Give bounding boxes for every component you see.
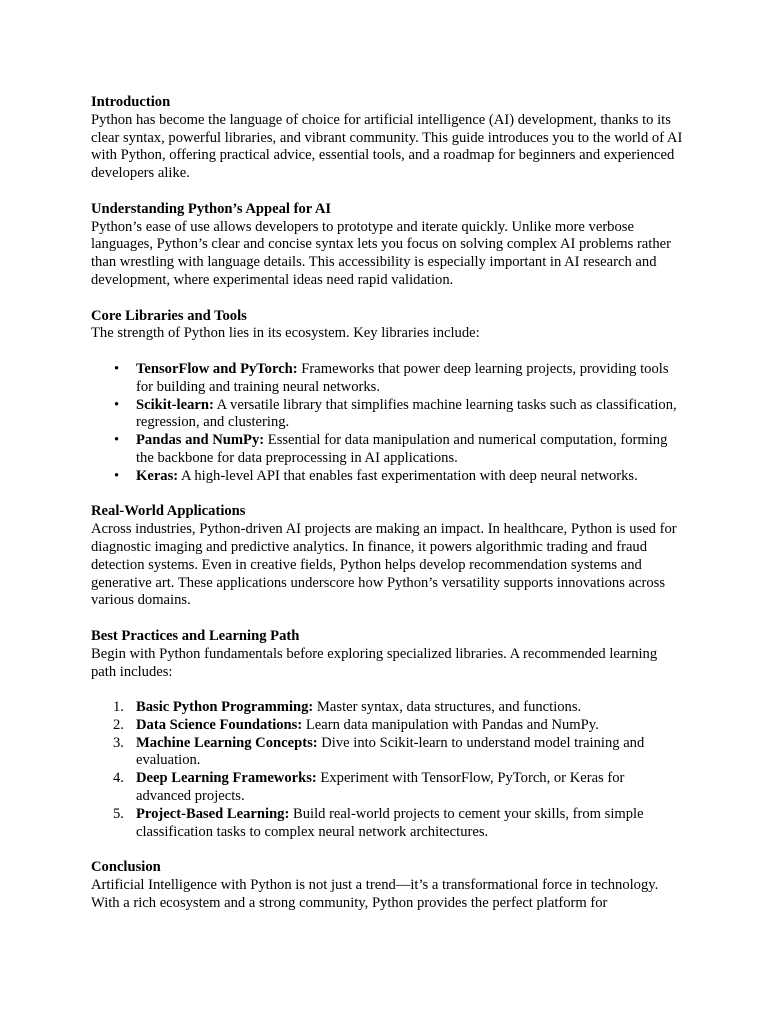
heading-core-libraries: Core Libraries and Tools bbox=[91, 307, 247, 324]
section-appeal bbox=[91, 201, 683, 290]
section-best-practices bbox=[91, 628, 683, 842]
paragraph-core-libraries: The strength of Python lies in its ecosystem. Key libraries include: bbox=[91, 325, 480, 342]
list-item-term: Machine Learning Concepts: bbox=[136, 734, 318, 751]
list-item-text: Dive into Scikit-learn to understand model training and evaluation. bbox=[136, 734, 645, 769]
list-item-term: Scikit-learn: bbox=[136, 396, 214, 413]
list-item-term: Keras: bbox=[136, 467, 179, 484]
heading-applications: Real-World Applications bbox=[91, 503, 246, 520]
paragraph-introduction: Python has become the language of choice for artificial intelligence (AI) development, thanks to its clear syntax, powerful libraries, and vibrant community. This guide introduces you to the world of AI with Python, offering practical advice, essential tools, and a roadmap for beginners and experienced developers alike. bbox=[91, 111, 683, 182]
list-item-text: Essential for data manipulation and numerical computation, forming the backbone for data preprocessing in AI applications. bbox=[136, 432, 668, 466]
learning-path-list bbox=[91, 699, 683, 841]
list-item-term: Data Science Foundations: bbox=[136, 716, 303, 733]
paragraph-conclusion: Artificial Intelligence with Python is not just a trend—it’s a transformational force in technology. With a rich ecosystem and a strong community, Python provides the perfect platform for bbox=[91, 877, 659, 911]
library-list bbox=[91, 361, 683, 486]
bullet-icon: • bbox=[114, 432, 120, 449]
list-item-term: Project-Based Learning: bbox=[136, 805, 290, 822]
section-conclusion bbox=[91, 859, 683, 912]
list-item-text: Frameworks that power deep learning projects, providing tools for building and training neural networks. bbox=[136, 360, 669, 395]
list-item-text: Learn data manipulation with Pandas and NumPy. bbox=[302, 716, 599, 733]
list-item-term: Basic Python Programming: bbox=[136, 699, 314, 716]
heading-best-practices: Best Practices and Learning Path bbox=[91, 627, 300, 644]
list-item bbox=[91, 397, 683, 433]
step-number: 5. bbox=[113, 805, 124, 822]
bullet-icon: • bbox=[114, 467, 120, 484]
list-item-text: Build real-world projects to cement your skills, from simple classification tasks to complex neural network architectures. bbox=[136, 805, 644, 840]
list-item bbox=[91, 699, 683, 717]
section-core-libraries bbox=[91, 308, 683, 486]
bullet-icon: • bbox=[114, 396, 120, 413]
section-introduction bbox=[91, 94, 683, 183]
section-applications bbox=[91, 503, 683, 610]
step-number: 2. bbox=[113, 716, 124, 733]
paragraph-best-practices: Begin with Python fundamentals before exploring specialized libraries. A recommended learning path includes: bbox=[91, 645, 658, 680]
list-item-term: TensorFlow and PyTorch: bbox=[136, 360, 298, 377]
paragraph-appeal: Python’s ease of use allows developers to prototype and iterate quickly. Unlike more verbose languages, Python’s clear and concise syntax lets you focus on solving complex AI problems rather than wrestling with language details. This accessibility is especially important in AI research and development, where experimental ideas need rapid validation. bbox=[91, 218, 671, 288]
step-number: 4. bbox=[113, 770, 124, 787]
step-number: 1. bbox=[113, 699, 124, 716]
list-item-text: A versatile library that simplifies machine learning tasks such as classification, regression, and clustering. bbox=[136, 396, 677, 431]
list-item bbox=[91, 432, 683, 468]
list-item-text: Master syntax, data structures, and functions. bbox=[313, 699, 582, 716]
list-item-term: Pandas and NumPy: bbox=[136, 432, 265, 449]
list-item-text: Experiment with TensorFlow, PyTorch, or Keras for advanced projects. bbox=[136, 770, 625, 805]
list-item bbox=[91, 361, 683, 397]
list-item bbox=[91, 717, 683, 735]
list-item bbox=[91, 468, 683, 486]
document-page bbox=[91, 94, 683, 930]
list-item bbox=[91, 735, 683, 771]
list-item bbox=[91, 770, 683, 806]
heading-introduction: Introduction bbox=[91, 94, 171, 110]
step-number: 3. bbox=[113, 734, 124, 751]
list-item bbox=[91, 806, 683, 842]
bullet-icon: • bbox=[114, 360, 120, 377]
list-item-text: A high-level API that enables fast experimentation with deep neural networks. bbox=[178, 467, 638, 484]
heading-conclusion: Conclusion bbox=[91, 859, 161, 876]
list-item-term: Deep Learning Frameworks: bbox=[136, 770, 317, 787]
paragraph-applications: Across industries, Python-driven AI projects are making an impact. In healthcare, Python is used for diagnostic imaging and predictive analytics. In finance, it powers algorithmic trading and fraud detection systems. Even in creative fields, Python helps develop recommendation systems and generative art. These applications underscore how Python’s versatility supports innovations across various domains. bbox=[91, 521, 677, 609]
heading-appeal: Understanding Python’s Appeal for AI bbox=[91, 200, 332, 217]
